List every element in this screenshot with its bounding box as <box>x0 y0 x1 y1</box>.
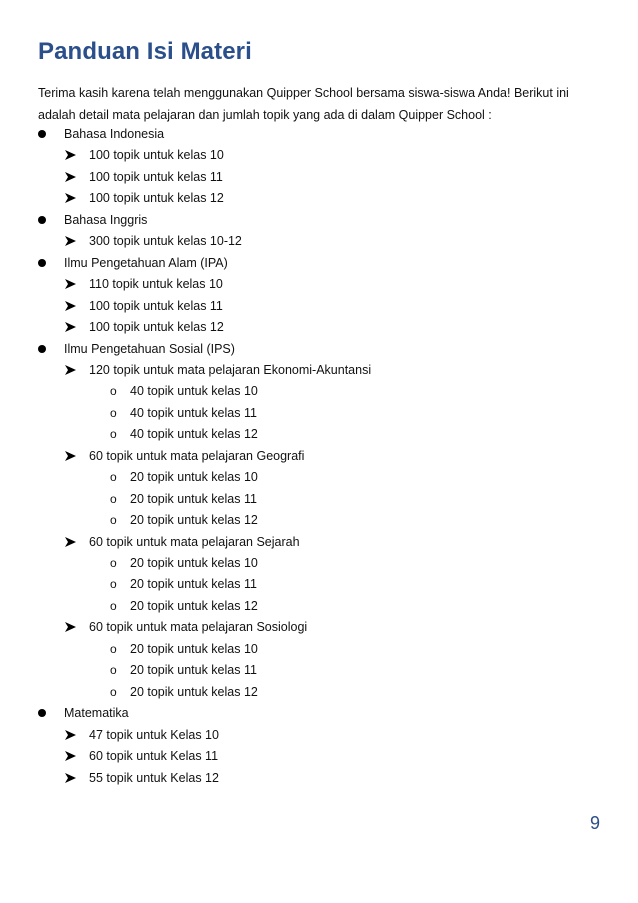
circle-bullet-icon: o <box>110 577 117 592</box>
sub-topic-label: 40 topik untuk kelas 11 <box>130 405 257 420</box>
sub-topic-item <box>0 511 600 529</box>
sub-topic-item <box>0 382 600 400</box>
sub-topic-label: 20 topik untuk kelas 10 <box>130 470 258 485</box>
circle-bullet-icon: o <box>110 598 117 613</box>
sub-topic-item <box>0 575 600 593</box>
circle-bullet-icon: o <box>110 427 117 442</box>
topic-item <box>0 297 600 315</box>
subject-item <box>0 254 600 272</box>
arrow-bullet-icon <box>65 365 76 375</box>
topic-label: 60 topik untuk mata pelajaran Geografi <box>89 448 305 463</box>
topic-label: 100 topik untuk kelas 12 <box>89 320 224 335</box>
circle-bullet-icon: o <box>110 384 117 399</box>
sub-topic-item <box>0 425 600 443</box>
sub-topic-label: 20 topik untuk kelas 12 <box>130 513 258 528</box>
topic-label: 100 topik untuk kelas 10 <box>89 148 224 163</box>
topic-item <box>0 361 600 379</box>
arrow-bullet-icon <box>65 322 76 332</box>
sub-topic-label: 20 topik untuk kelas 11 <box>130 663 257 678</box>
circle-bullet-icon: o <box>110 556 117 570</box>
circle-bullet-icon: o <box>110 641 117 656</box>
topic-label: 47 topik untuk Kelas 10 <box>89 727 219 742</box>
arrow-bullet-icon <box>65 537 76 547</box>
arrow-bullet-icon <box>65 301 76 311</box>
sub-topic-label: 40 topik untuk kelas 12 <box>130 427 258 442</box>
subject-label: Ilmu Pengetahuan Sosial (IPS) <box>64 341 235 356</box>
sub-topic-item <box>0 468 600 486</box>
topic-item <box>0 168 600 186</box>
topic-item <box>0 533 600 551</box>
topic-label: 300 topik untuk kelas 10-12 <box>89 234 242 249</box>
topic-item <box>0 146 600 164</box>
arrow-bullet-icon <box>65 730 76 740</box>
arrow-bullet-icon <box>65 236 76 246</box>
circle-bullet-icon: o <box>110 663 117 678</box>
topic-label: 100 topik untuk kelas 11 <box>89 298 223 313</box>
arrow-bullet-icon <box>65 172 76 182</box>
arrow-bullet-icon <box>65 622 76 632</box>
sub-topic-item <box>0 683 600 701</box>
arrow-bullet-icon <box>65 193 76 203</box>
topic-label: 60 topik untuk Kelas 11 <box>89 749 219 764</box>
intro-line-1: Terima kasih karena telah menggunakan Quipper School bersama siswa-siswa Anda! Berikut ini <box>38 86 569 100</box>
sub-topic-item <box>0 404 600 422</box>
circle-bullet-icon: o <box>110 491 117 506</box>
sub-topic-label: 20 topik untuk kelas 12 <box>130 598 258 613</box>
sub-topic-label: 20 topik untuk kelas 10 <box>130 641 258 656</box>
subject-item <box>0 340 600 358</box>
topic-item <box>0 318 600 336</box>
subject-item <box>0 704 600 722</box>
sub-topic-item <box>0 640 600 658</box>
topic-label: 110 topik untuk kelas 10 <box>89 277 223 292</box>
arrow-bullet-icon <box>65 773 76 783</box>
arrow-bullet-icon <box>65 150 76 160</box>
sub-topic-label: 40 topik untuk kelas 10 <box>130 384 258 399</box>
topic-item <box>0 747 600 765</box>
arrow-bullet-icon <box>65 751 76 761</box>
topic-item <box>0 769 600 787</box>
topic-label: 100 topik untuk kelas 11 <box>89 169 223 184</box>
sub-topic-item <box>0 490 600 508</box>
topic-item <box>0 232 600 250</box>
topic-item <box>0 275 600 293</box>
sub-topic-item <box>0 554 600 572</box>
topic-item <box>0 618 600 636</box>
circle-bullet-icon: o <box>110 405 117 420</box>
bullet-dot-icon <box>38 259 46 267</box>
page-title: Panduan Isi Materi <box>38 38 252 65</box>
sub-topic-item <box>0 661 600 679</box>
circle-bullet-icon: o <box>110 513 117 528</box>
topic-label: 100 topik untuk kelas 12 <box>89 191 224 206</box>
sub-topic-label: 20 topik untuk kelas 10 <box>130 556 258 570</box>
sub-topic-item <box>0 597 600 615</box>
circle-bullet-icon: o <box>110 470 117 485</box>
topic-label: 60 topik untuk mata pelajaran Sejarah <box>89 534 300 549</box>
topic-label: 60 topik untuk mata pelajaran Sosiologi <box>89 620 308 635</box>
bullet-dot-icon <box>38 345 46 353</box>
page-number: 9 <box>589 813 600 833</box>
subject-label: Matematika <box>64 706 129 721</box>
topic-label: 55 topik untuk Kelas 12 <box>89 770 219 785</box>
arrow-bullet-icon <box>65 451 76 461</box>
subject-label: Bahasa Indonesia <box>64 127 165 141</box>
bullet-dot-icon <box>38 709 46 717</box>
topic-item <box>0 726 600 744</box>
topic-label: 120 topik untuk mata pelajaran Ekonomi-Akuntansi <box>89 362 372 377</box>
subject-label: Ilmu Pengetahuan Alam (IPA) <box>64 255 228 270</box>
circle-bullet-icon: o <box>110 684 117 699</box>
bullet-dot-icon <box>38 130 46 138</box>
sub-topic-label: 20 topik untuk kelas 12 <box>130 684 258 699</box>
subject-label: Bahasa Inggris <box>64 212 148 227</box>
subject-item <box>0 211 600 229</box>
arrow-bullet-icon <box>65 279 76 289</box>
intro-line-2: adalah detail mata pelajaran dan jumlah topik yang ada di dalam Quipper School : <box>38 108 492 122</box>
sub-topic-label: 20 topik untuk kelas 11 <box>130 577 257 592</box>
topic-item <box>0 189 600 207</box>
bullet-dot-icon <box>38 216 46 224</box>
topic-item <box>0 447 600 465</box>
subject-item <box>0 125 600 143</box>
sub-topic-label: 20 topik untuk kelas 11 <box>130 491 257 506</box>
